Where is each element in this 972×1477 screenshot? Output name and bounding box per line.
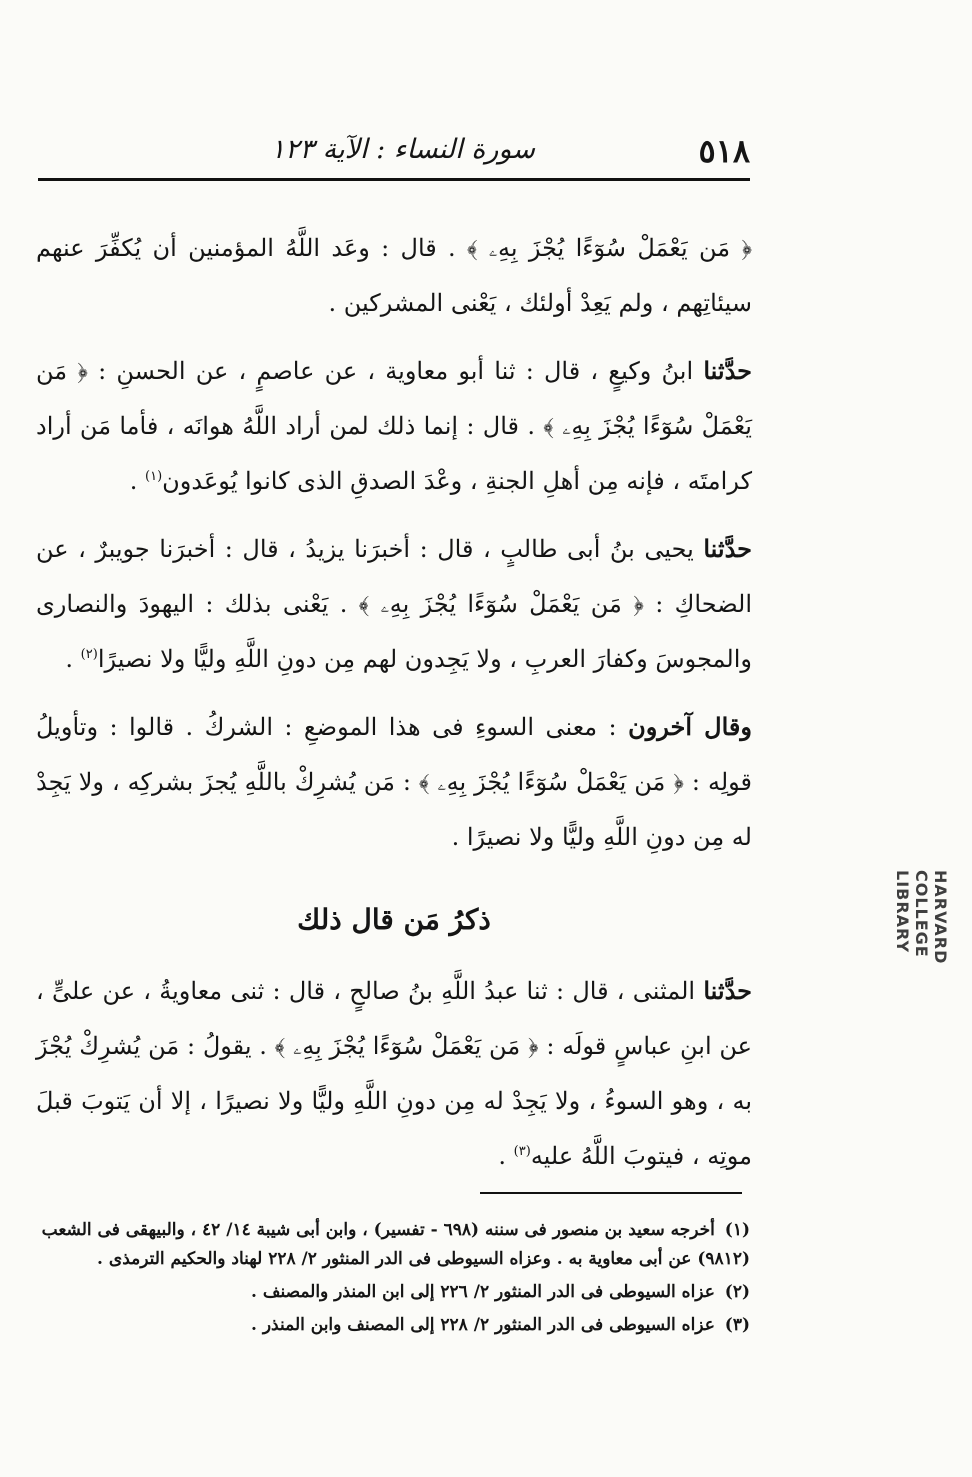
paragraph-text: ﴿ مَن يَعْمَلْ سُوٓءًا يُجْزَ بِهِۦ ﴾ . قال : وعَد اللَّهُ المؤمنين أن يُكفِّرَ عنهم سيئاتِهم ، ولم يَعِدْ أولئك ، يَعْنى المشركين .	[36, 234, 752, 317]
paragraph-lead: حدَّثنا	[703, 976, 752, 1005]
footnote-text: أخرجه سعيد بن منصور فى سننه (٦٩٨ - تفسير) ، وابن أبى شيبة ١٤/ ٤٢ ، والبيهقى فى الشعب (٩٨١٢) عن أبى معاوية به . وعزاه السيوطى فى الدر المنثور ٢/ ٢٢٨ لهناد والحكيم الترمذى .	[41, 1220, 750, 1269]
footnote-reference: (٣)	[513, 1144, 531, 1159]
footnote	[38, 1278, 750, 1307]
section-heading: ذكرُ مَن قال ذلك	[297, 903, 491, 936]
paragraph-lead: حدَّثنا	[703, 356, 752, 385]
footnote	[38, 1216, 750, 1274]
paragraph-text: : معنى السوءِ فى هذا الموضعِ : الشركُ . قالوا : وتأويلُ قولِه : ﴿ مَن يَعْمَلْ سُوٓءًا يُجْزَ بِهِۦ ﴾ : مَن يُشرِكْ باللَّهِ يُجزَ بشركِه ، ولا يَجِدْ له مِن دونِ اللَّهِ وليًّا ولا نصيرًا .	[36, 713, 752, 851]
footnote-rule	[480, 1192, 742, 1194]
footnote-number: (٢)	[724, 1282, 750, 1302]
footnote-number: (١)	[724, 1220, 750, 1240]
library-stamp: HARVARD COLLEGE LIBRARY	[893, 870, 950, 965]
header-rule	[38, 178, 750, 181]
paragraph-text: ابنُ وكيعٍ ، قال : ثنا أبو معاوية ، عن عاصمٍ ، عن الحسنِ : ﴿ مَن يَعْمَلْ سُوٓءًا يُجْزَ بِهِۦ ﴾ . قال : إنما ذلك لمن أراد اللَّهُ هوانَه ، فأما مَن أراد كرامتَه ، فإنه مِن أهلِ الجنةِ ، وعْدَ الصدقِ الذى كانوا يُوعَدون	[36, 357, 752, 495]
footnotes	[38, 1216, 750, 1344]
main-text	[36, 220, 752, 1196]
footnote-text: عزاه السيوطى فى الدر المنثور ٢/ ٢٢٨ إلى المصنف وابن المنذر .	[251, 1315, 715, 1335]
paragraph: حدَّثنا المثنى ، قال : ثنا عبدُ اللَّهِ بنُ صالحٍ ، قال : ثنى معاويةُ ، عن علىٍّ ، عن ابنِ عباسٍ قولَه : ﴿ مَن يَعْمَلْ سُوٓءًا يُجْزَ بِهِۦ ﴾ . يقولُ : مَن يُشرِكْ يُجْزَ به ، وهو السوءُ ، ولا يَجِدْ له مِن دونِ اللَّهِ وليًّا ولا نصيرًا ، إلا أن يَتوبَ قبلَ موتِه ، فيتوبَ اللَّهُ عليه$^{(٣)}$ .	[36, 976, 752, 1170]
paragraph	[36, 699, 752, 865]
footnote-text: عزاه السيوطى فى الدر المنثور ٢/ ٢٢٦ إلى ابن المنذر والمصنف .	[251, 1282, 715, 1302]
paragraph-lead: حدَّثنا	[703, 534, 752, 563]
footnote-number: (٣)	[724, 1315, 750, 1335]
footnote-reference: (٢)	[80, 647, 98, 662]
paragraph	[36, 220, 752, 331]
paragraph-text: يحيى بنُ أبى طالبٍ ، قال : أخبرَنا يزيدُ ، قال : أخبرَنا جويبرٌ ، عن الضحاكِ : ﴿ مَن يَعْمَلْ سُوٓءًا يُجْزَ بِهِۦ ﴾ . يَعْنى بذلك : اليهودَ والنصارى والمجوسَ وكفارَ العربِ ، ولا يَجِدون لهم مِن دونِ اللَّهِ وليًّا ولا نصيرًا	[36, 535, 752, 673]
running-title: سورة النساء : الآية ١٢٣	[270, 134, 535, 165]
page-header	[38, 120, 750, 182]
page-number: ٥١٨	[698, 132, 750, 170]
footnote-reference: (١)	[145, 469, 163, 484]
paragraph-lead: وقال آخرون	[628, 712, 752, 741]
paragraph: حدَّثنا يحيى بنُ أبى طالبٍ ، قال : أخبرَنا يزيدُ ، قال : أخبرَنا جويبرٌ ، عن الضحاكِ : ﴿ مَن يَعْمَلْ سُوٓءًا يُجْزَ بِهِۦ ﴾ . يَعْنى بذلك : اليهودَ والنصارى والمجوسَ وكفارَ العربِ ، ولا يَجِدون لهم مِن دونِ اللَّهِ وليًّا ولا نصيرًا$^{(٢)}$ .	[36, 534, 752, 673]
paragraph: حدَّثنا ابنُ وكيعٍ ، قال : ثنا أبو معاوية ، عن عاصمٍ ، عن الحسنِ : ﴿ مَن يَعْمَلْ سُوٓءًا يُجْزَ بِهِۦ ﴾ . قال : إنما ذلك لمن أراد اللَّهُ هوانَه ، فأما مَن أراد كرامتَه ، فإنه مِن أهلِ الجنةِ ، وعْدَ الصدقِ الذى كانوا يُوعَدون$^{(١)}$ .	[36, 356, 752, 495]
footnote	[38, 1311, 750, 1340]
paragraph-text: المثنى ، قال : ثنا عبدُ اللَّهِ بنُ صالحٍ ، قال : ثنى معاويةُ ، عن علىٍّ ، عن ابنِ عباسٍ قولَه : ﴿ مَن يَعْمَلْ سُوٓءًا يُجْزَ بِهِۦ ﴾ . يقولُ : مَن يُشرِكْ يُجْزَ به ، وهو السوءُ ، ولا يَجِدْ له مِن دونِ اللَّهِ وليًّا ولا نصيرًا ، إلا أن يَتوبَ قبلَ موتِه ، فيتوبَ اللَّهُ عليه	[36, 977, 752, 1170]
